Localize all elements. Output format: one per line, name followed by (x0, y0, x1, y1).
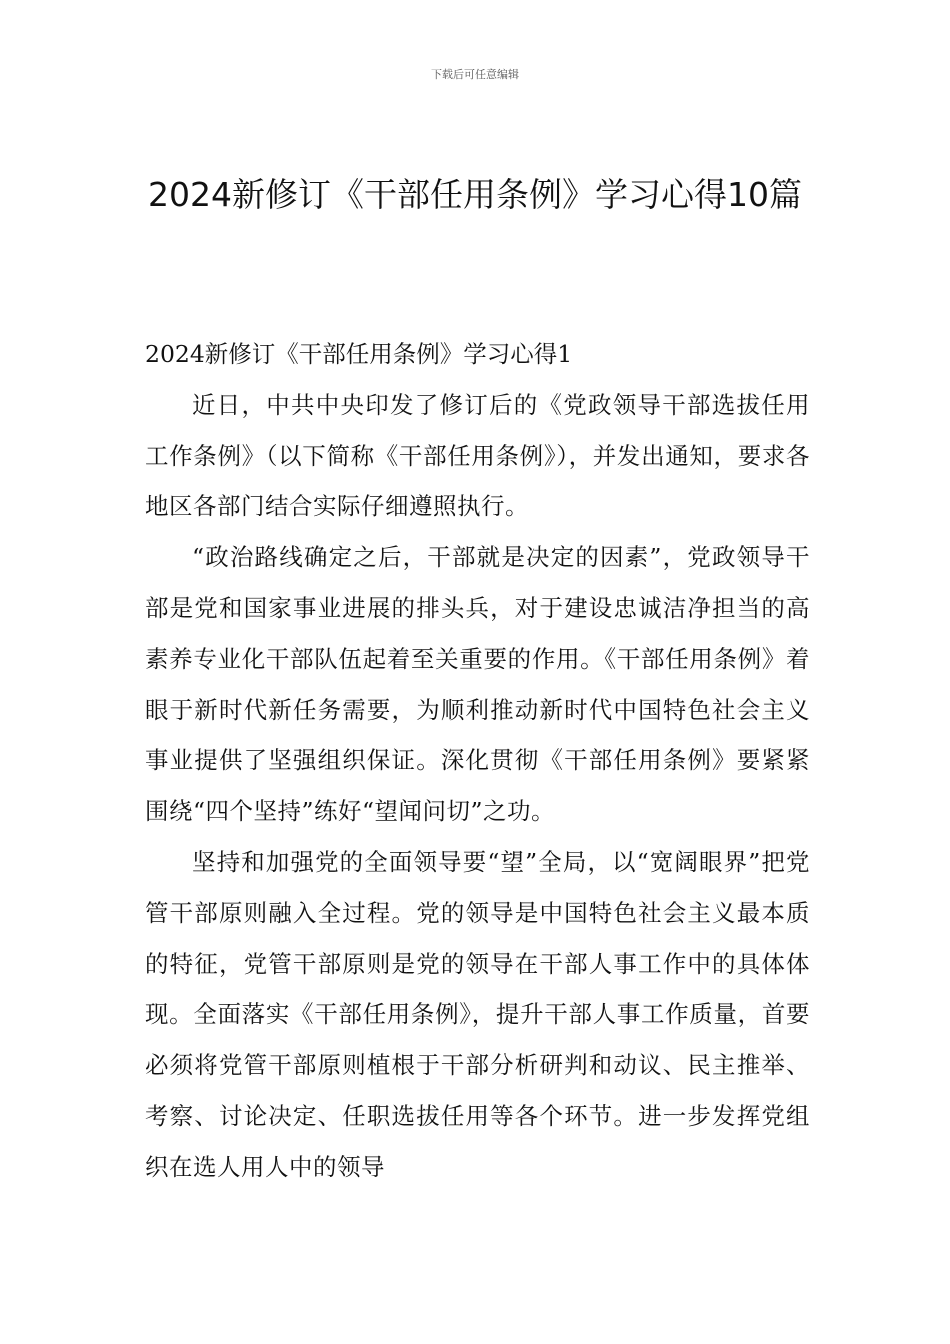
paragraph-3: 坚持和加强党的全面领导要“望”全局，以“宽阔眼界”把党管干部原则融入全过程。党的领导是中国特色社会主义最本质的特征，党管干部原则是党的领导在干部人事工作中的具体体现。全面落实《干部任用条例》，提升干部人事工作质量，首要必须将党管干部原则植根于干部分析研判和动议、民主推举、考察、讨论决定、任职选拔任用等各个环节。进一步发挥党组织在选人用人中的领导 (145, 847, 810, 1181)
document-body (145, 329, 810, 1193)
section-title: 2024新修订《干部任用条例》学习心得1 (145, 340, 573, 368)
paragraph-1: 近日，中共中央印发了修订后的《党政领导干部选拔任用工作条例》（以下简称《干部任用条例》），并发出通知，要求各地区各部门结合实际仔细遵照执行。 (145, 390, 810, 521)
header-note: 下载后可任意编辑 (431, 68, 519, 81)
paragraph-2: “政治路线确定之后，干部就是决定的因素”，党政领导干部是党和国家事业进展的排头兵，对于建设忠诚洁净担当的高素养专业化干部队伍起着至关重要的作用。《干部任用条例》着眼于新时代新任务需要，为顺利推动新时代中国特色社会主义事业提供了坚强组织保证。深化贯彻《干部任用条例》要紧紧围绕“四个坚持”练好“望闻问切”之功。 (145, 543, 810, 826)
document-title: 2024新修订《干部任用条例》学习心得10篇 (148, 175, 802, 214)
